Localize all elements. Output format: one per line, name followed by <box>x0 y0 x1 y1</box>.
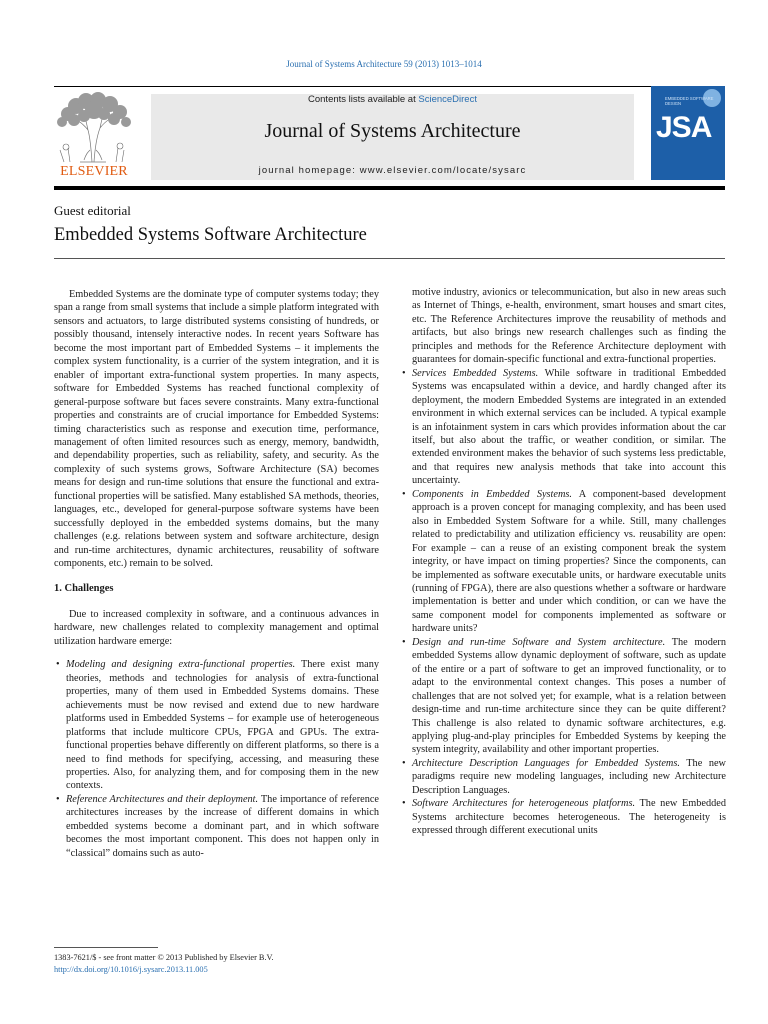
challenges-intro: Due to increased complexity in software, and a continuous advances in hardware, new challenges related to complexity management and optimal utilization hardware emerge: <box>54 608 379 647</box>
section-heading: 1. Challenges <box>54 582 114 594</box>
list-item: • Modeling and designing extra-functional properties. There exist many theories, methods and technologies for analysis of extra-functional properties, many of them used in Embedded Systems domains. These achievements must be now revised and extend due to new hardware platforms used in Embedded Systems – for example use of heterogeneous platforms that include multicore CPUs, FPGA and GPUs. The extra-functional properties behave differently on different platforms, so there is a need to find methods for specifying, accessing, and measuring these properties. Also, for analyzing them, and for composing them in the new contexts. <box>54 658 379 793</box>
title-rule <box>54 258 725 259</box>
continuation-paragraph: motive industry, avionics or telecommunication, but also in new areas such as Internet of Things, e-health, environment, smart houses and smart cites, etc. The Reference Architectures improve the reusability of methods and artifacts, but also brings new research challenges such as finding the principles and methods for the Reference Architecture deployment with guarantees for domain-specific functional and extra-functional properties. <box>412 287 726 366</box>
publisher-name: ELSEVIER <box>60 164 128 179</box>
challenges-list-left <box>54 658 379 860</box>
challenges-list-right <box>400 367 726 838</box>
list-item: • Architecture Description Languages for Embedded Systems. The new paradigms require new modeling languages, including new Architecture Description Languages. <box>400 757 726 797</box>
sciencedirect-link[interactable]: ScienceDirect <box>418 94 477 105</box>
footer-rule <box>54 947 158 948</box>
cover-subtitle: EMBEDDED SOFTWARE DESIGN <box>665 96 714 106</box>
left-column <box>54 288 379 860</box>
footer-issn: 1383-7621/$ - see front matter © 2013 Published by Elsevier B.V. <box>54 953 274 962</box>
doi-link[interactable]: http://dx.doi.org/10.1016/j.sysarc.2013.11.005 <box>54 965 208 974</box>
intro-paragraph: Embedded Systems are the dominate type of computer systems today; they span a range from small systems that include a simple platform integrated with sensors and actuators, to large distributed systems consisting of hundreds, or possibly thousand, intensely interactive nodes. In recent years Software has become the most important part of Embedded Systems – it implements the complex system functionality, is a currier of the system integration, and it is enabler of important extra-functional system properties. In many aspects, software for Embedded Systems has reached functional complexity of general-purpose software but faces severe constraints. Many extra-functional properties and constraints are of crucial importance for Embedded Systems: timing characteristics such as response and execution time, performance, management of often limited resources such as energy, memory, bandwidth, and dependability properties, such as reliability, safety, and security. As the complexity of such systems grows, Software Architecture (SA) becomes means for design and run-time solutions that ensure the functional and extra-functional properties will be satisfied. Many established SA methods, theories, languages, etc., developed for general-purpose software systems have been successfully deployed in the embedded systems domains, but the many challenges (e.g. relations between system and software architecture, design and run-time architectures, dynamic architectures, reusability of software components, etc.) remain to be solved. <box>54 289 379 570</box>
journal-cover-thumbnail <box>651 86 725 180</box>
journal-title: Journal of Systems Architecture <box>264 120 521 142</box>
list-item: • Software Architectures for heterogeneous platforms. The new Embedded Systems architecture becomes heterogeneous. The heterogeneity is expressed through different executional units <box>400 797 726 837</box>
cover-title: JSA <box>656 111 712 144</box>
journal-homepage[interactable]: journal homepage: www.elsevier.com/locate/sysarc <box>258 165 527 176</box>
journal-citation[interactable]: Journal of Systems Architecture 59 (2013) 1013–1014 <box>286 59 482 69</box>
header-rule <box>54 86 725 87</box>
right-column <box>400 286 726 838</box>
article-type: Guest editorial <box>54 203 131 218</box>
article-title: Embedded Systems Software Architecture <box>54 225 367 245</box>
contents-line: Contents lists available at ScienceDirect <box>308 94 477 105</box>
list-item: • Services Embedded Systems. While software in traditional Embedded Systems was encapsulated within a device, and hardly changed after its deployment, the modern Embedded Systems are integrated in an extended environment in which external services can be included. A typical example is an infotainment system in cars which provides information about the car itself, but also about the traffic, or weather condition, or similar. The extended environment makes the behavior of such systems less predictable, and that requires new analysis methods that take into account this uncertainty. <box>400 367 726 488</box>
list-item: • Components in Embedded Systems. A component-based development approach is a proven concept for managing complexity, and has been used also in Embedded System Software for a while. Still, many challenges related to predictability and utilization efficiency vs. reusability are open: For example – can a reuse of an existing component break the system integrity, or have impact on timing properties? Since the components, can be implemented as software executable units, or hardware executable units (running of FPGA), there are also questions whether a software or hardware implementation is better and under which condition, or can we have the same component model for components implemented as software or hardware units? <box>400 488 726 636</box>
list-item: • Reference Architectures and their deployment. The importance of reference architectures increases by the increase of different domains in which embedded systems become a dominant part, and in which software becomes the most important component. This does not happen only in “classical” domains such as auto- <box>54 793 379 860</box>
header-thick-rule <box>54 186 725 190</box>
list-item: • Design and run-time Software and System architecture. The modern embedded Systems allow dynamic deployment of software, such as update of the entire or a part of software to get an improved functionality, or to adapt to the environmental context changes. This poses a number of challenges that are not solved yet; for example, what is a relation between design-time and run-time architecture since they can be quite different? This challenge is also related to dynamic software architectures, e.g. applying plug-and-play principles for Embedded Systems by keeping the system integrity, availability and other important properties. <box>400 636 726 757</box>
